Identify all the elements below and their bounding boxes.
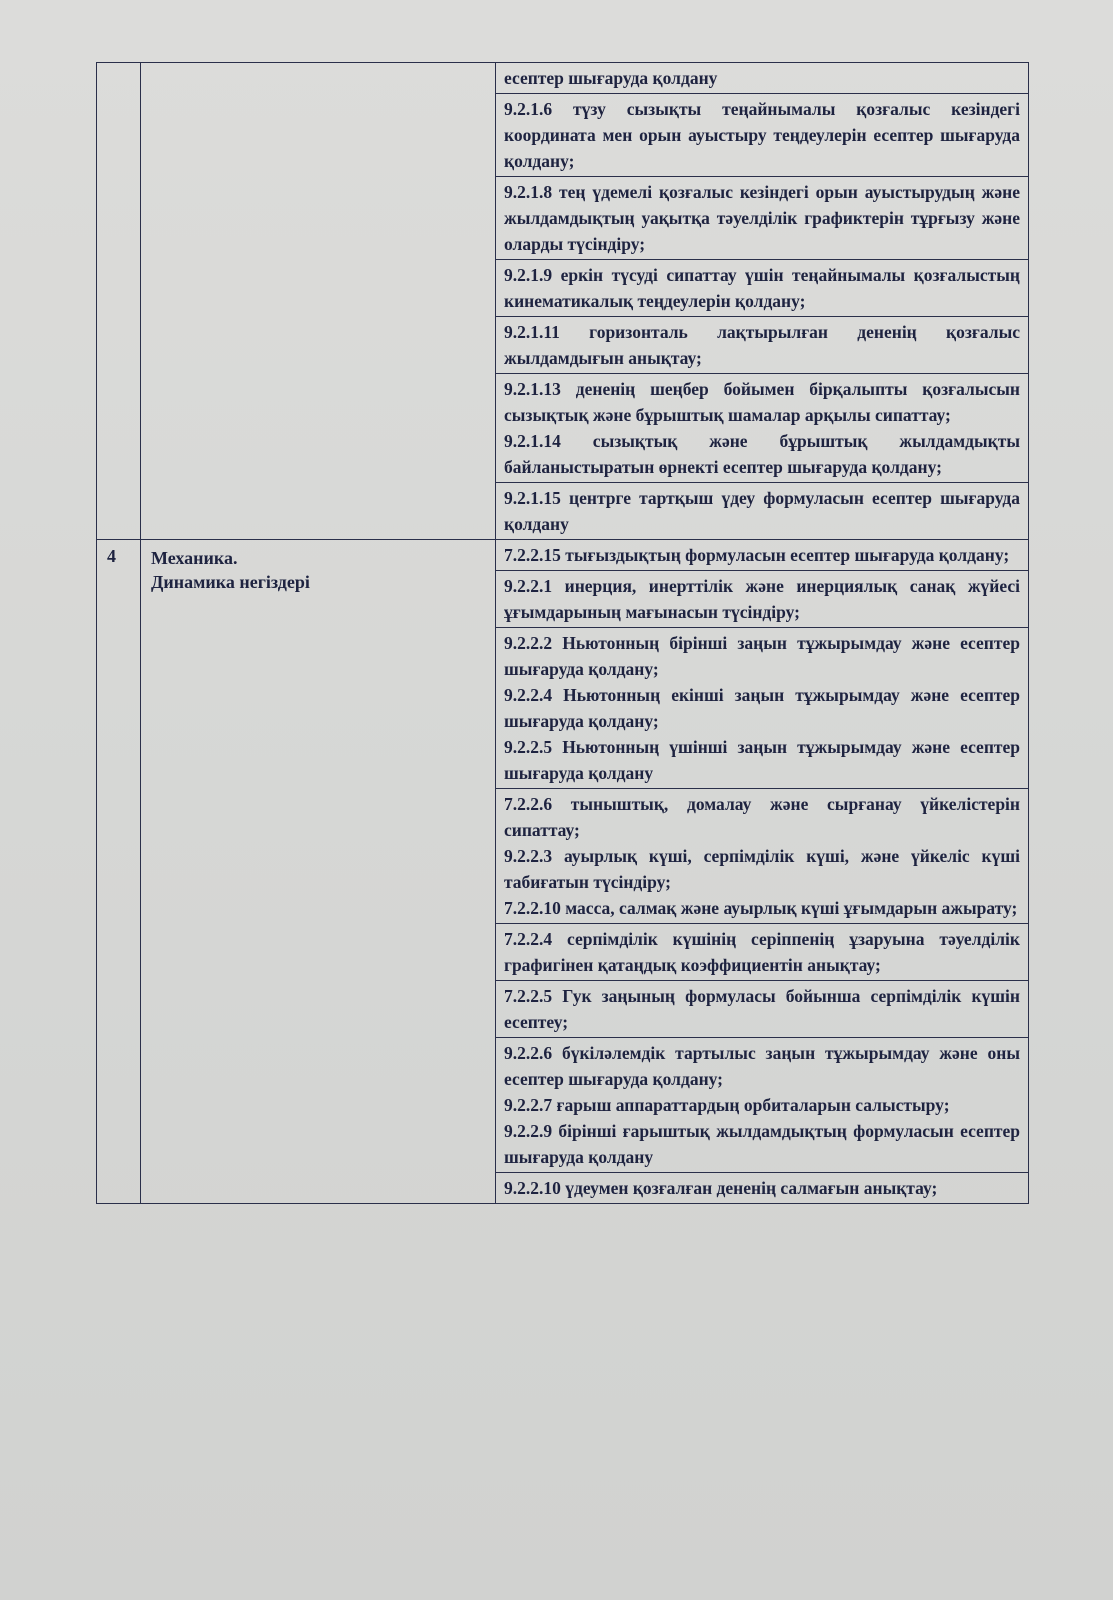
table-row <box>97 63 1029 94</box>
learning-objective: 9.2.2.6 бүкіләлемдік тартылыс заңын тұжырымдау және оны есептер шығаруда қолдану; <box>504 1043 1020 1089</box>
learning-objective: 9.2.2.2 Ньютонның бірінші заңын тұжырымдау және есептер шығаруда қолдану; <box>504 633 1020 679</box>
learning-objective: 9.2.2.10 үдеумен қозғалған дененің салмағын анықтау; <box>504 1178 938 1198</box>
learning-objective-cell <box>496 260 1029 317</box>
learning-objective: 9.2.2.9 бірінші ғарыштық жылдамдықтың формуласын есептер шығаруда қолдану <box>504 1121 1020 1167</box>
learning-objective-cell <box>496 628 1029 789</box>
learning-objective: 9.2.2.5 Ньютонның үшінші заңын тұжырымдау және есептер шығаруда қолдану <box>504 737 1020 783</box>
learning-objective-cell <box>496 374 1029 483</box>
row-number <box>97 63 141 540</box>
learning-objective-cell <box>496 981 1029 1038</box>
learning-objective-cell <box>496 483 1029 540</box>
learning-objective-cell <box>496 317 1029 374</box>
learning-objective: 7.2.2.4 серпімділік күшінің серіппенің ұзаруына тәуелділік графигінен қатаңдық коэффициентін анықтау; <box>504 929 1020 975</box>
section-title-line: Динамика негіздері <box>151 572 310 592</box>
learning-objective-cell <box>496 63 1029 94</box>
learning-objective: 9.2.1.15 центрге тартқыш үдеу формуласын есептер шығаруда қолдану <box>504 488 1020 534</box>
table-row <box>97 540 1029 571</box>
learning-objective-cell <box>496 1038 1029 1173</box>
section-title <box>141 540 496 1204</box>
learning-objective: 7.2.2.6 тыныштық, домалау және сырғанау үйкелістерін сипаттау; <box>504 794 1020 840</box>
learning-objective-cell <box>496 924 1029 981</box>
learning-objective-cell <box>496 177 1029 260</box>
learning-objective: 7.2.2.15 тығыздықтың формуласын есептер шығаруда қолдану; <box>504 545 1010 565</box>
learning-objective: 9.2.1.13 дененің шеңбер бойымен бірқалыпты қозғалысын сызықтық және бұрыштық шамалар арқылы сипаттау; <box>504 379 1020 425</box>
learning-objective-cell <box>496 94 1029 177</box>
learning-objective: 9.2.2.3 ауырлық күші, серпімділік күші, және үйкеліс күші табиғатын түсіндіру; <box>504 846 1020 892</box>
section-title <box>141 63 496 540</box>
learning-objective: есептер шығаруда қолдану <box>504 68 718 88</box>
section-title-line: Механика. <box>151 548 238 568</box>
learning-objective-cell <box>496 1173 1029 1204</box>
learning-objective: 9.2.1.8 тең үдемелі қозғалыс кезіндегі орын ауыстырудың және жылдамдықтың уақытқа тәуелділік графиктерін тұрғызу және оларды түсіндіру; <box>504 182 1020 254</box>
learning-objective: 9.2.1.9 еркін түсуді сипаттау үшін теңайнымалы қозғалыстың кинематикалық теңдеулерін қолдану; <box>504 265 1020 311</box>
learning-objective-cell <box>496 789 1029 924</box>
learning-objective: 9.2.1.11 горизонталь лақтырылған дененің қозғалыс жылдамдығын анықтау; <box>504 322 1020 368</box>
learning-objective: 9.2.1.14 сызықтық және бұрыштық жылдамдықты байланыстыратын өрнекті есептер шығаруда қолдану; <box>504 431 1020 477</box>
learning-objective-cell <box>496 540 1029 571</box>
learning-objective: 9.2.2.7 ғарыш аппараттардың орбиталарын салыстыру; <box>504 1095 950 1115</box>
learning-objective: 9.2.2.4 Ньютонның екінші заңын тұжырымдау және есептер шығаруда қолдану; <box>504 685 1020 731</box>
learning-objective-cell <box>496 571 1029 628</box>
curriculum-table <box>96 62 1029 1204</box>
learning-objective: 9.2.1.6 түзу сызықты теңайнымалы қозғалыс кезіндегі координата мен орын ауыстыру теңдеулерін есептер шығаруда қолдану; <box>504 99 1020 171</box>
learning-objective: 7.2.2.10 масса, салмақ және ауырлық күші ұғымдарын ажырату; <box>504 898 1018 918</box>
learning-objective: 7.2.2.5 Гук заңының формуласы бойынша серпімділік күшін есептеу; <box>504 986 1020 1032</box>
row-number: 4 <box>97 540 141 1204</box>
learning-objective: 9.2.2.1 инерция, инерттілік және инерциялық санақ жүйесі ұғымдарының мағынасын түсіндіру; <box>504 576 1020 622</box>
